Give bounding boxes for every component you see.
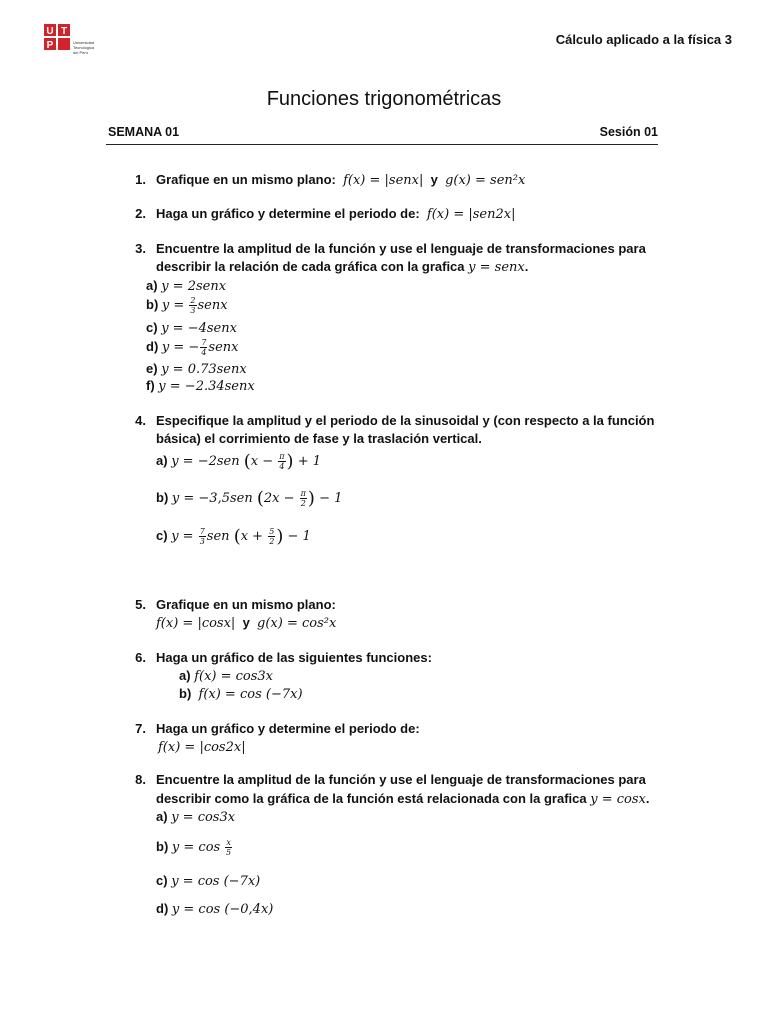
q2-text: Haga un gráfico y determine el periodo de: f(x) = |sen2x|: [156, 206, 516, 222]
q6-number: 6.: [135, 650, 146, 665]
header-divider: [106, 144, 658, 145]
q4-item-b: b) y = −3,5sen (2x − $\frac{\pi}{2}$ ) − 1: [156, 488, 343, 509]
document-title: Funciones trigonométricas: [266, 88, 502, 110]
svg-text:Universidad: Universidad: [73, 40, 95, 45]
q8-item-a: a) y = cos3x: [156, 809, 236, 825]
q3-item-a: a) y = 2senx: [146, 278, 227, 294]
logo-letter-t: T: [60, 26, 68, 37]
q8-item-c: c) y = cos (−7x): [156, 873, 261, 889]
q4-item-c: c) y = $\frac{7}{3}$ sen (x + $\frac{5}{2}$ ) − 1: [156, 526, 311, 547]
q3-item-b: b) y = $\frac{2}{3}$ senx: [146, 296, 228, 315]
q4-text-1: Especifique la amplitud y el periodo de la sinusoidal y (con respecto a la función: [156, 413, 655, 428]
svg-text:Tecnológica: Tecnológica: [73, 45, 95, 50]
q1-text: Grafique en un mismo plano: f(x) = |senx| y g(x) = sen²x: [156, 172, 526, 188]
q5-number: 5.: [135, 597, 146, 612]
q4-number: 4.: [135, 413, 146, 428]
q8-item-d: d) y = cos (−0,4x): [156, 901, 274, 917]
q4-text-2: básica) el corrimiento de fase y la traslación vertical.: [156, 431, 482, 446]
q3-item-d: d) y = − $\frac{7}{4}$ senx: [146, 338, 239, 357]
q1-eq-g: g(x) = sen²x: [445, 173, 526, 188]
session-label: Sesión 01: [599, 125, 658, 139]
q8-item-b: b) y = cos $\frac{x}{5}$: [156, 838, 232, 857]
q7-eq: f(x) = |cos2x|: [158, 740, 246, 755]
q3-item-c: c) y = −4senx: [146, 320, 237, 336]
q4-item-a: a) y = −2sen (x − $\frac{\pi}{4}$ ) + 1: [156, 451, 321, 472]
svg-text:del Perú: del Perú: [73, 50, 88, 55]
q5-text: Grafique en un mismo plano:: [156, 597, 336, 612]
q3-text-1: Encuentre la amplitud de la función y use el lenguaje de transformaciones para: [156, 241, 646, 256]
q1-number: 1.: [135, 172, 146, 187]
q3-text-2: describir la relación de cada gráfica con la grafica y = senx.: [156, 259, 529, 275]
q3-number: 3.: [135, 241, 146, 256]
q8-text-1: Encuentre la amplitud de la función y use el lenguaje de transformaciones para: [156, 772, 646, 787]
q3-item-e: e) y = 0.73senx: [146, 361, 247, 377]
q2-number: 2.: [135, 206, 146, 221]
q5-eq-g: g(x) = cos²x: [257, 616, 337, 631]
q7-text: Haga un gráfico y determine el periodo de:: [156, 721, 420, 736]
q6-item-b: b) f(x) = cos (−7x): [179, 686, 303, 702]
q8-text-2: describir como la gráfica de la función está relacionada con la grafica y = cosx.: [156, 791, 650, 807]
q2-eq: f(x) = |sen2x|: [426, 207, 516, 222]
q6-text: Haga un gráfico de las siguientes funciones:: [156, 650, 432, 665]
week-label: SEMANA 01: [108, 125, 180, 139]
q3-item-f: f) y = −2.34senx: [146, 378, 255, 394]
q5-equations: f(x) = |cosx| y g(x) = cos²x: [156, 615, 337, 631]
logo-letter-u: U: [46, 26, 54, 37]
course-title: Cálculo aplicado a la física 3: [555, 32, 732, 47]
utp-logo: [44, 24, 114, 58]
logo-letter-p: P: [46, 40, 54, 51]
q1-eq-f: f(x) = |senx|: [343, 173, 424, 188]
q6-item-a: a) f(x) = cos3x: [179, 668, 274, 684]
q8-number: 8.: [135, 772, 146, 787]
q7-number: 7.: [135, 721, 146, 736]
q5-eq-f: f(x) = |cosx|: [156, 616, 236, 631]
